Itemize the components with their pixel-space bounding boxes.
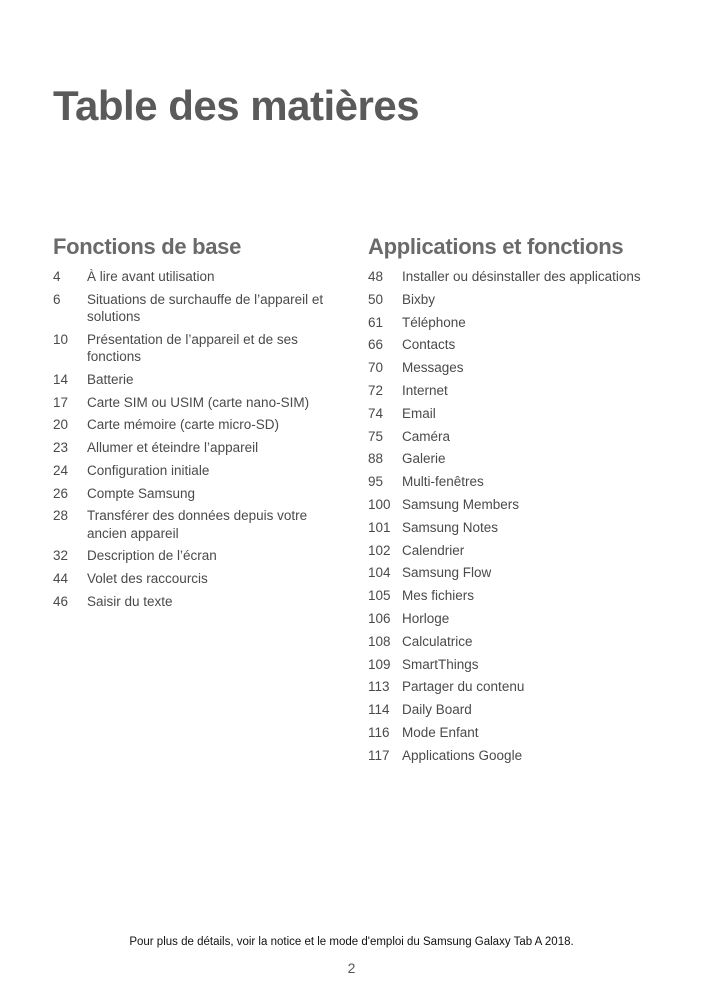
toc-entry[interactable] xyxy=(368,496,668,514)
toc-entry-title: Partager du contenu xyxy=(402,679,525,695)
toc-entry[interactable] xyxy=(53,593,343,611)
toc-entry[interactable] xyxy=(368,314,668,332)
toc-entry[interactable] xyxy=(368,428,668,446)
toc-page-number: 10 xyxy=(53,331,69,347)
toc-page-number: 6 xyxy=(53,291,61,307)
toc-entry[interactable] xyxy=(53,485,343,503)
toc-entry[interactable] xyxy=(368,291,668,309)
toc-page-number: 95 xyxy=(368,474,384,490)
toc-entry[interactable] xyxy=(53,268,343,286)
toc-entry-title: Bixby xyxy=(402,291,436,307)
toc-page-number: 88 xyxy=(368,451,384,467)
toc-page-number: 20 xyxy=(53,417,69,433)
toc-list xyxy=(368,268,668,764)
toc-entry[interactable] xyxy=(368,724,668,742)
toc-entry-title: Samsung Notes xyxy=(402,519,499,535)
section-heading: Fonctions de base xyxy=(53,234,242,259)
toc-entry[interactable] xyxy=(368,701,668,719)
toc-entry[interactable] xyxy=(53,371,343,389)
toc-entry[interactable] xyxy=(368,678,668,696)
toc-page-number: 17 xyxy=(53,394,69,410)
toc-entry[interactable] xyxy=(53,439,343,457)
toc-entry[interactable] xyxy=(368,336,668,354)
toc-entry-title: Mes fichiers xyxy=(402,588,475,604)
toc-page-number: 109 xyxy=(368,656,391,672)
toc-entry[interactable] xyxy=(368,519,668,537)
toc-entry[interactable] xyxy=(368,405,668,423)
toc-page-number: 102 xyxy=(368,542,391,558)
toc-entry-title: Volet des raccourcis xyxy=(87,571,208,587)
toc-page-number: 104 xyxy=(368,565,391,581)
toc-entry-title: Carte mémoire (carte micro-SD) xyxy=(87,417,280,433)
toc-page-number: 46 xyxy=(53,593,69,609)
toc-entry-title: Mode Enfant xyxy=(402,724,479,740)
toc-entry-title: Carte SIM ou USIM (carte nano-SIM) xyxy=(87,394,310,410)
toc-entry-title: Messages xyxy=(402,360,464,376)
toc-entry-title: Calendrier xyxy=(402,542,465,558)
toc-entry[interactable] xyxy=(368,359,668,377)
toc-entry-title: Présentation de l’appareil et de ses fonctions xyxy=(87,331,298,365)
footer-note: Pour plus de détails, voir la notice et le mode d'emploi du Samsung Galaxy Tab A 2018. xyxy=(129,936,574,948)
toc-entry-title: Description de l’écran xyxy=(87,548,217,564)
toc-page-number: 26 xyxy=(53,485,69,501)
toc-list xyxy=(53,268,343,610)
toc-entry-title: Saisir du texte xyxy=(87,593,173,609)
toc-section-applications-et-fonctions xyxy=(368,232,668,770)
toc-entry[interactable] xyxy=(368,382,668,400)
toc-page-number: 116 xyxy=(368,724,390,740)
toc-entry[interactable] xyxy=(53,394,343,412)
toc-page-number: 66 xyxy=(368,337,384,353)
toc-page-number: 28 xyxy=(53,508,69,524)
toc-entry[interactable] xyxy=(53,331,343,366)
toc-entry[interactable] xyxy=(368,542,668,560)
toc-page-number: 4 xyxy=(53,269,61,284)
toc-entry[interactable] xyxy=(368,747,668,765)
toc-entry[interactable] xyxy=(53,291,343,326)
toc-page-number: 61 xyxy=(368,314,384,330)
toc-page-number: 48 xyxy=(368,269,384,284)
page-title: Table des matières xyxy=(53,82,420,129)
toc-page-number: 114 xyxy=(368,702,390,718)
section-heading: Applications et fonctions xyxy=(368,234,624,259)
toc-entry-title: Téléphone xyxy=(402,314,466,330)
toc-page-number: 75 xyxy=(368,428,384,444)
toc-page-number: 113 xyxy=(368,679,390,695)
toc-page-number: 70 xyxy=(368,360,384,376)
toc-entry[interactable] xyxy=(53,507,343,542)
toc-entry[interactable] xyxy=(368,564,668,582)
toc-page-number: 108 xyxy=(368,633,391,649)
toc-entry-title: À lire avant utilisation xyxy=(87,269,215,284)
toc-page-number: 105 xyxy=(368,588,391,604)
toc-entry[interactable] xyxy=(53,462,343,480)
toc-entry-title: Allumer et éteindre l’appareil xyxy=(87,440,259,456)
toc-entry-title: Internet xyxy=(402,382,448,398)
toc-entry-title: Samsung Flow xyxy=(402,565,492,581)
toc-page-number: 101 xyxy=(368,519,391,535)
toc-page-number: 100 xyxy=(368,496,391,512)
toc-entry[interactable] xyxy=(368,268,668,286)
toc-page-number: 14 xyxy=(53,372,69,388)
toc-page-number: 24 xyxy=(53,462,69,478)
toc-entry-title: Daily Board xyxy=(402,702,472,718)
toc-entry-title: Transférer des données depuis votre ancien appareil xyxy=(87,508,308,541)
toc-entry-title: Installer ou désinstaller des applications xyxy=(402,269,641,284)
toc-section-fonctions-de-base xyxy=(53,232,343,615)
toc-entry-title: Applications Google xyxy=(402,747,523,763)
toc-entry-title: Contacts xyxy=(402,337,456,353)
toc-entry-title: Situations de surchauffe de l’appareil et solutions xyxy=(87,291,324,325)
toc-entry-title: Caméra xyxy=(402,428,451,444)
toc-entry[interactable] xyxy=(53,570,343,588)
toc-entry-title: Configuration initiale xyxy=(87,462,210,478)
toc-entry[interactable] xyxy=(368,610,668,628)
toc-entry-title: Galerie xyxy=(402,451,446,467)
toc-page-number: 106 xyxy=(368,610,391,626)
toc-entry[interactable] xyxy=(368,473,668,491)
toc-entry-title: Samsung Members xyxy=(402,496,520,512)
toc-entry-title: Calculatrice xyxy=(402,633,473,649)
toc-entry[interactable] xyxy=(368,633,668,651)
toc-page-number: 72 xyxy=(368,382,384,398)
toc-entry[interactable] xyxy=(368,450,668,468)
toc-page-number: 74 xyxy=(368,405,384,421)
toc-entry-title: Batterie xyxy=(87,372,134,388)
toc-entry[interactable] xyxy=(368,587,668,605)
toc-entry[interactable] xyxy=(368,656,668,674)
page-number: 2 xyxy=(347,960,356,976)
toc-page-number: 50 xyxy=(368,291,384,307)
toc-page-number: 117 xyxy=(368,747,390,763)
toc-entry[interactable] xyxy=(53,547,343,565)
toc-entry-title: Multi-fenêtres xyxy=(402,474,484,490)
toc-entry-title: Horloge xyxy=(402,610,450,626)
toc-page-number: 23 xyxy=(53,440,69,456)
toc-page-number: 44 xyxy=(53,571,69,587)
toc-page-number: 32 xyxy=(53,548,69,564)
toc-entry-title: Email xyxy=(402,405,436,421)
toc-entry-title: SmartThings xyxy=(402,656,479,672)
toc-entry-title: Compte Samsung xyxy=(87,485,196,501)
toc-entry[interactable] xyxy=(53,416,343,434)
